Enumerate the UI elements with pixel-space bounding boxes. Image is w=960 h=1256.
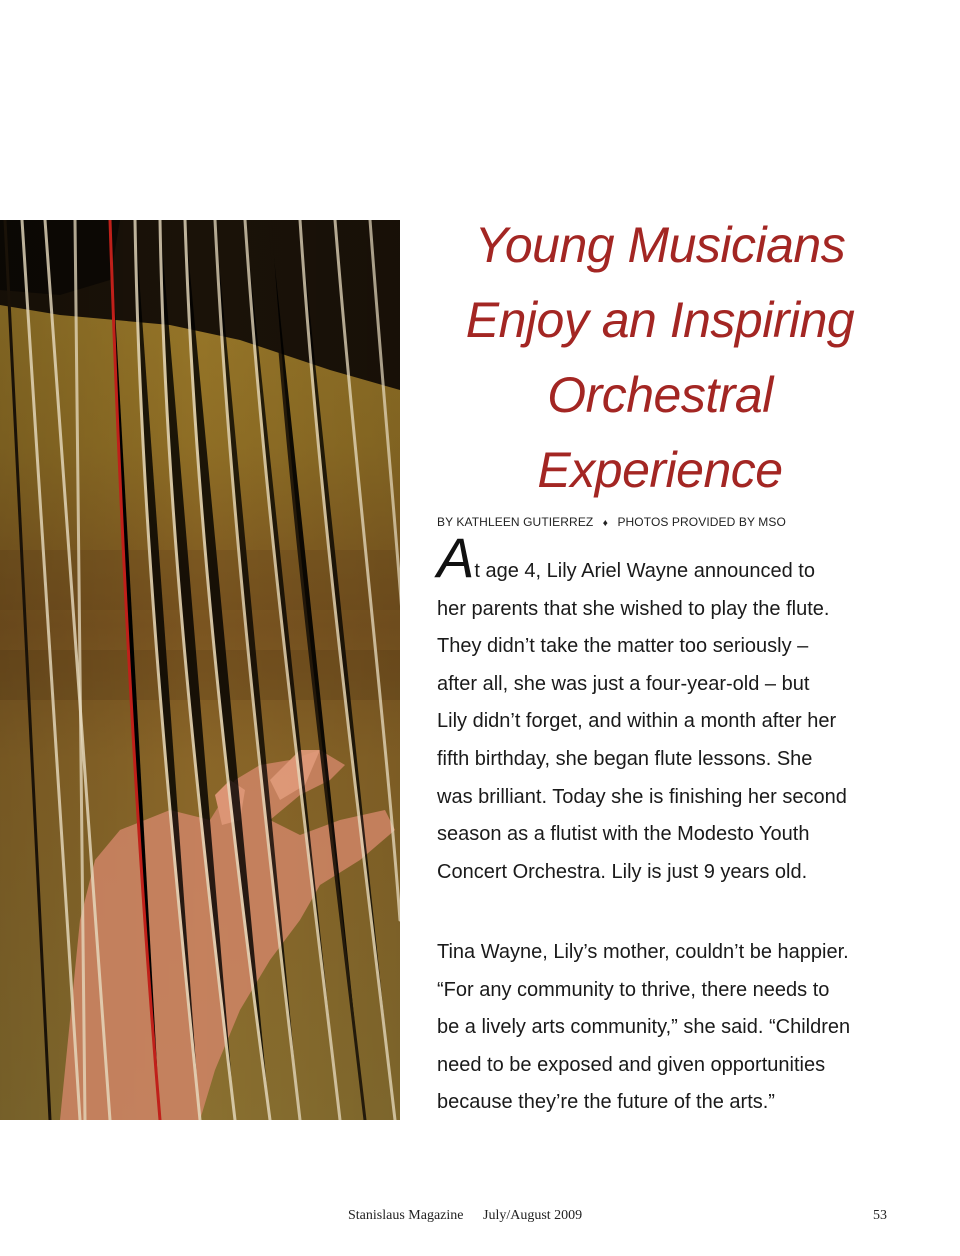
paragraph-line: was brilliant. Today she is finishing her second: [437, 785, 847, 808]
title-line: Young Musicians: [474, 217, 846, 273]
paragraph-line: fifth birthday, she began flute lessons. She: [437, 747, 813, 770]
paragraph-line: season as a flutist with the Modesto Youth: [437, 823, 810, 846]
paragraph-line-text: t age 4, Lily Ariel Wayne announced to: [474, 560, 815, 582]
paragraph-line: Concert Orchestra. Lily is just 9 years old.: [437, 860, 808, 883]
paragraph-line: “For any community to thrive, there needs to: [437, 978, 830, 1001]
footer-magazine-name: Stanislaus Magazine: [348, 1208, 464, 1223]
paragraph-line: Tina Wayne, Lily’s mother, couldn’t be happier.: [437, 941, 849, 963]
byline: [437, 515, 786, 529]
diamond-separator-icon: ♦: [602, 518, 608, 529]
paragraph-line: [437, 526, 907, 591]
harp-photo-image: [0, 220, 400, 1120]
paragraph-line: her parents that she wished to play the flute.: [437, 597, 830, 620]
paragraph-line: Lily didn’t forget, and within a month after her: [437, 710, 837, 733]
harp-photo: [0, 220, 400, 1120]
paragraph-line: because they’re the future of the arts.”: [437, 1091, 775, 1114]
paragraph-line: after all, she was just a four-year-old – but: [437, 672, 810, 695]
paragraph-line: They didn’t take the matter too seriously –: [437, 635, 809, 658]
title-line: Orchestral: [547, 367, 773, 423]
drop-cap: A: [437, 526, 475, 589]
paragraph-line: need to be exposed and given opportunities: [437, 1053, 826, 1076]
byline-author: BY KATHLEEN GUTIERREZ: [437, 515, 594, 529]
footer-issue-date: July/August 2009: [483, 1208, 583, 1223]
byline-photo-credit: PHOTOS PROVIDED BY MSO: [617, 515, 786, 529]
page-number: 53: [873, 1208, 887, 1223]
article-paragraph-1: [437, 526, 907, 891]
article-paragraph-2: [437, 934, 907, 1122]
title-line: Enjoy an Inspiring: [465, 292, 855, 348]
article-title: [420, 208, 900, 508]
paragraph-line: be a lively arts community,” she said. “Children: [437, 1016, 851, 1039]
title-line: Experience: [537, 442, 783, 498]
